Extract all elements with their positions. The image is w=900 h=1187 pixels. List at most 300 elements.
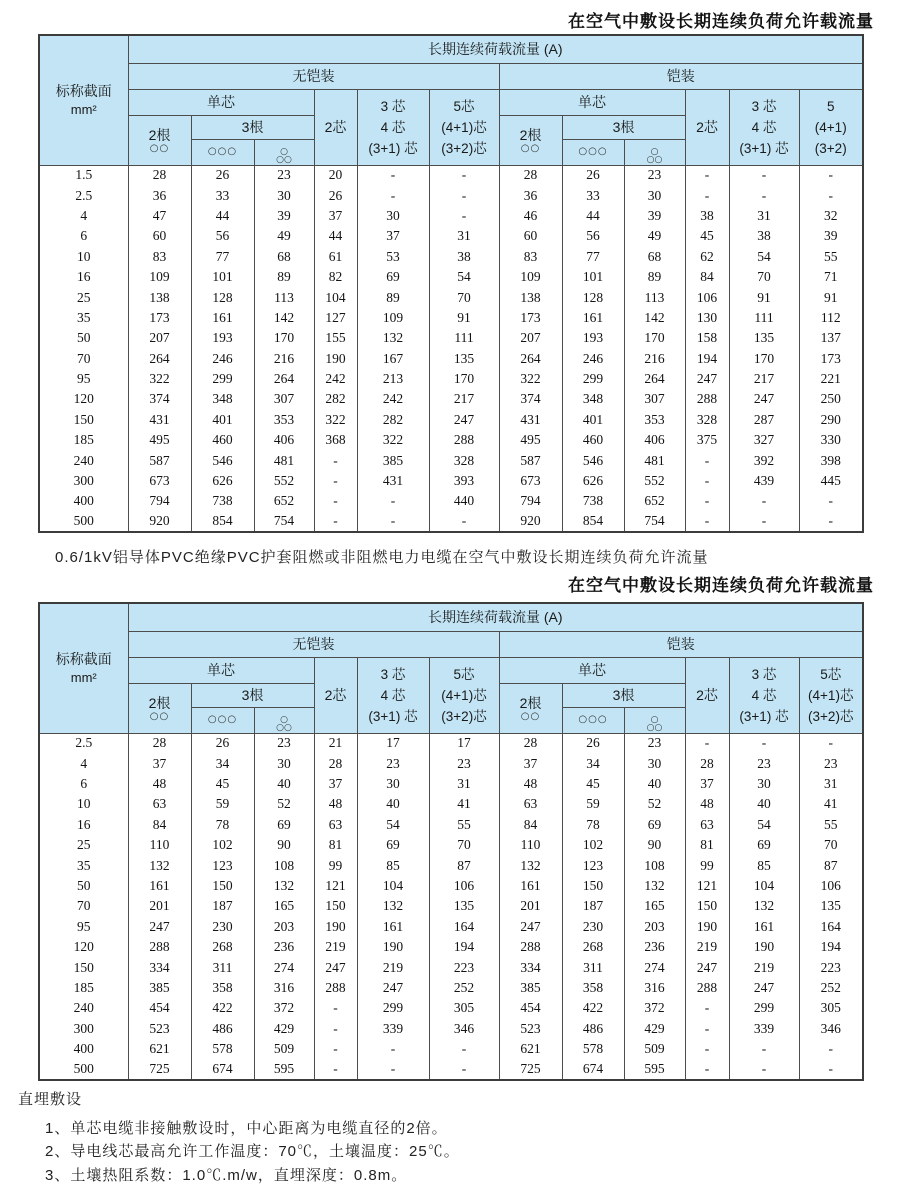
value-cell: 422 (191, 998, 254, 1018)
value-cell: 91 (429, 308, 499, 328)
value-cell: 288 (685, 389, 729, 409)
table-row (39, 247, 863, 267)
header-line: (3+2)芯 (808, 708, 854, 724)
table-row (39, 369, 863, 389)
value-cell: 28 (314, 753, 357, 773)
value-cell: 247 (729, 389, 799, 409)
value-cell: 23 (254, 165, 314, 185)
value-cell: 358 (191, 978, 254, 998)
value-cell: 89 (624, 267, 685, 287)
value-cell: 194 (799, 937, 863, 957)
value-cell: 299 (357, 998, 429, 1018)
corner-nominal-section (39, 603, 128, 733)
value-cell: 431 (499, 410, 562, 430)
value-cell: 78 (191, 815, 254, 835)
value-cell: 31 (429, 774, 499, 794)
value-cell: 30 (729, 774, 799, 794)
header-line: 4 芯 (751, 119, 777, 135)
value-cell: 130 (685, 308, 729, 328)
row-label-cell: 150 (39, 410, 128, 430)
value-cell: - (685, 185, 729, 205)
value-cell: 28 (128, 165, 191, 185)
value-cell: 28 (128, 733, 191, 753)
multi-core-345-header-armored (729, 89, 799, 165)
three-circles-row-icon: ○○○ (207, 146, 238, 157)
value-cell: 422 (562, 998, 624, 1018)
header-line: (4+1)芯 (441, 687, 487, 703)
header-line: 3 芯 (751, 98, 777, 114)
value-cell: 104 (314, 287, 357, 307)
row-label-cell: 120 (39, 937, 128, 957)
value-cell: 128 (562, 287, 624, 307)
three-circles-row-icon-cell (562, 139, 624, 165)
value-cell: - (429, 1059, 499, 1079)
value-cell: 46 (499, 206, 562, 226)
value-cell: 39 (624, 206, 685, 226)
value-cell: 322 (314, 410, 357, 430)
value-cell: 353 (254, 410, 314, 430)
value-cell: 495 (499, 430, 562, 450)
value-cell: 247 (499, 917, 562, 937)
value-cell: 725 (499, 1059, 562, 1079)
value-cell: 23 (799, 753, 863, 773)
value-cell: 595 (624, 1059, 685, 1079)
value-cell: 158 (685, 328, 729, 348)
header-line: 2根 (148, 694, 171, 711)
value-cell: 26 (191, 733, 254, 753)
two-circles-icon: ○○ (520, 142, 541, 154)
value-cell: 60 (499, 226, 562, 246)
value-cell: 282 (314, 389, 357, 409)
two-wires-header (128, 115, 191, 165)
value-cell: 299 (191, 369, 254, 389)
value-cell: 920 (128, 512, 191, 532)
armored-group-header: 铠装 (499, 631, 863, 657)
value-cell: 161 (729, 917, 799, 937)
header-line: (4+1)芯 (441, 119, 487, 135)
value-cell: 339 (729, 1019, 799, 1039)
value-cell: 48 (314, 794, 357, 814)
table-row (39, 328, 863, 348)
multi-core-345-header-armored (729, 657, 799, 733)
value-cell: - (314, 1059, 357, 1079)
value-cell: 203 (624, 917, 685, 937)
value-cell: 167 (357, 349, 429, 369)
value-cell: 63 (685, 815, 729, 835)
three-circles-row-icon-cell (562, 707, 624, 733)
value-cell: 282 (357, 410, 429, 430)
value-cell: 170 (254, 328, 314, 348)
value-cell: 109 (128, 267, 191, 287)
value-cell: 104 (357, 876, 429, 896)
row-label-cell: 35 (39, 855, 128, 875)
table-row (39, 896, 863, 916)
value-cell: 307 (624, 389, 685, 409)
value-cell: 626 (562, 471, 624, 491)
header-line: 4 芯 (751, 687, 777, 703)
table-row (39, 815, 863, 835)
value-cell: 460 (562, 430, 624, 450)
value-cell: 327 (729, 430, 799, 450)
two-core-header: 2芯 (314, 89, 357, 165)
value-cell: 90 (254, 835, 314, 855)
value-cell: - (799, 733, 863, 753)
load-current-title: 长期连续荷载流量 (A) (128, 35, 863, 63)
value-cell: 54 (357, 815, 429, 835)
header-line: (4+1) (814, 119, 847, 135)
note-item: 1、单芯电缆非接触敷设时，中心距离为电缆直径的2倍。 (45, 1119, 448, 1137)
three-wires-header: 3根 (191, 115, 314, 139)
header-line: (3+1) 芯 (368, 708, 418, 724)
row-label-cell: 120 (39, 389, 128, 409)
value-cell: 274 (624, 957, 685, 977)
value-cell: 89 (357, 287, 429, 307)
value-cell: 194 (429, 937, 499, 957)
value-cell: 626 (191, 471, 254, 491)
table-row (39, 957, 863, 977)
value-cell: - (685, 165, 729, 185)
header-line: (3+2)芯 (441, 140, 487, 156)
value-cell: 621 (128, 1039, 191, 1059)
value-cell: 398 (799, 450, 863, 470)
notes-section (18, 1088, 900, 1187)
value-cell: 523 (128, 1019, 191, 1039)
value-cell: 128 (191, 287, 254, 307)
value-cell: 41 (429, 794, 499, 814)
value-cell: 552 (624, 471, 685, 491)
header-line: 3 芯 (380, 98, 406, 114)
value-cell: 246 (191, 349, 254, 369)
value-cell: 106 (685, 287, 729, 307)
header-line: 5 (826, 98, 835, 114)
three-wires-header-armored: 3根 (562, 683, 685, 707)
value-cell: 481 (254, 450, 314, 470)
value-cell: 90 (624, 835, 685, 855)
header-line: 4 芯 (380, 687, 406, 703)
value-cell: 738 (191, 491, 254, 511)
multi-core-5-header-armored (799, 89, 863, 165)
three-circles-row-icon-cell (191, 707, 254, 733)
value-cell: 71 (799, 267, 863, 287)
row-label-cell: 4 (39, 753, 128, 773)
value-cell: 138 (499, 287, 562, 307)
value-cell: 445 (799, 471, 863, 491)
value-cell: 111 (729, 308, 799, 328)
note-item: 2、导电线芯最高允许工作温度：70℃，土壤温度：25℃。 (45, 1143, 460, 1161)
unarmored-group-header: 无铠装 (128, 63, 499, 89)
value-cell: 334 (128, 957, 191, 977)
value-cell: 33 (562, 185, 624, 205)
three-wires-header-armored: 3根 (562, 115, 685, 139)
value-cell: 49 (254, 226, 314, 246)
value-cell: 674 (562, 1059, 624, 1079)
value-cell: - (314, 1019, 357, 1039)
value-cell: 40 (624, 774, 685, 794)
trefoil-bottom: ○○ (646, 722, 663, 733)
value-cell: - (314, 450, 357, 470)
table-row (39, 410, 863, 430)
value-cell: 69 (624, 815, 685, 835)
value-cell: 102 (191, 835, 254, 855)
value-cell: 28 (499, 165, 562, 185)
value-cell: 339 (357, 1019, 429, 1039)
value-cell: 39 (799, 226, 863, 246)
value-cell: 101 (191, 267, 254, 287)
value-cell: 595 (254, 1059, 314, 1079)
value-cell: 37 (499, 753, 562, 773)
value-cell: 247 (357, 978, 429, 998)
table-row (39, 998, 863, 1018)
value-cell: 406 (624, 430, 685, 450)
value-cell: - (799, 491, 863, 511)
row-label-cell: 25 (39, 287, 128, 307)
row-label-cell: 500 (39, 512, 128, 532)
multi-core-5-header (429, 89, 499, 165)
three-circles-trefoil-icon-cell (254, 139, 314, 165)
value-cell: 288 (429, 430, 499, 450)
value-cell: 21 (314, 733, 357, 753)
value-cell: 109 (357, 308, 429, 328)
row-label-cell: 240 (39, 998, 128, 1018)
value-cell: - (429, 185, 499, 205)
value-cell: 82 (314, 267, 357, 287)
table-row (39, 733, 863, 753)
value-cell: 252 (799, 978, 863, 998)
value-cell: 247 (128, 917, 191, 937)
three-circles-trefoil-icon (646, 714, 663, 733)
table-row (39, 308, 863, 328)
table-row (39, 267, 863, 287)
value-cell: - (799, 512, 863, 532)
value-cell: 99 (685, 855, 729, 875)
value-cell: 673 (128, 471, 191, 491)
row-label-cell: 6 (39, 226, 128, 246)
value-cell: 99 (314, 855, 357, 875)
value-cell: - (729, 733, 799, 753)
value-cell: 406 (254, 430, 314, 450)
value-cell: 34 (562, 753, 624, 773)
value-cell: 87 (429, 855, 499, 875)
value-cell: 31 (799, 774, 863, 794)
value-cell: 121 (314, 876, 357, 896)
value-cell: 164 (429, 917, 499, 937)
value-cell: 201 (128, 896, 191, 916)
trefoil-top: ○ (280, 146, 288, 157)
value-cell: 481 (624, 450, 685, 470)
value-cell: 460 (191, 430, 254, 450)
value-cell: 552 (254, 471, 314, 491)
value-cell: 32 (799, 206, 863, 226)
value-cell: 62 (685, 247, 729, 267)
value-cell: 121 (685, 876, 729, 896)
value-cell: 85 (357, 855, 429, 875)
value-cell: 68 (624, 247, 685, 267)
value-cell: - (314, 1039, 357, 1059)
table-row (39, 287, 863, 307)
row-label-cell: 150 (39, 957, 128, 977)
corner-nominal-section (39, 35, 128, 165)
value-cell: 84 (128, 815, 191, 835)
value-cell: 236 (254, 937, 314, 957)
value-cell: 59 (562, 794, 624, 814)
three-circles-trefoil-icon (646, 146, 663, 165)
header-line: 5芯 (453, 666, 475, 682)
between-tables-caption: 0.6/1kV铝导体PVC绝缘PVC护套阻燃或非阻燃电力电缆在空气中敷设长期连续负荷允许流量 (55, 549, 709, 567)
three-circles-row-icon: ○○○ (207, 714, 238, 726)
row-label-cell: 16 (39, 267, 128, 287)
value-cell: 429 (254, 1019, 314, 1039)
value-cell: 311 (191, 957, 254, 977)
value-cell: 316 (254, 978, 314, 998)
value-cell: 316 (624, 978, 685, 998)
value-cell: 348 (191, 389, 254, 409)
multi-core-5-header-armored (799, 657, 863, 733)
table-row (39, 226, 863, 246)
value-cell: 374 (499, 389, 562, 409)
value-cell: 401 (191, 410, 254, 430)
value-cell: 39 (254, 206, 314, 226)
value-cell: 132 (499, 855, 562, 875)
value-cell: 48 (685, 794, 729, 814)
value-cell: 194 (685, 349, 729, 369)
value-cell: 264 (624, 369, 685, 389)
value-cell: 37 (314, 206, 357, 226)
value-cell: 287 (729, 410, 799, 430)
value-cell: 230 (562, 917, 624, 937)
header-line: (3+1) 芯 (739, 708, 789, 724)
single-core-header: 单芯 (128, 657, 314, 683)
value-cell: 30 (357, 774, 429, 794)
value-cell: 299 (729, 998, 799, 1018)
value-cell: 47 (128, 206, 191, 226)
value-cell: 106 (429, 876, 499, 896)
table-row (39, 165, 863, 185)
value-cell: 135 (729, 328, 799, 348)
three-circles-trefoil-icon (276, 146, 292, 165)
value-cell: 486 (191, 1019, 254, 1039)
value-cell: 142 (624, 308, 685, 328)
value-cell: 247 (729, 978, 799, 998)
value-cell: 673 (499, 471, 562, 491)
table-row (39, 1039, 863, 1059)
value-cell: 246 (562, 349, 624, 369)
value-cell: 26 (562, 733, 624, 753)
value-cell: 546 (562, 450, 624, 470)
trefoil-bottom: ○○ (276, 722, 292, 733)
value-cell: 123 (191, 855, 254, 875)
value-cell: 165 (254, 896, 314, 916)
row-label-cell: 4 (39, 206, 128, 226)
multi-core-345-header (357, 89, 429, 165)
value-cell: 102 (562, 835, 624, 855)
value-cell: 523 (499, 1019, 562, 1039)
value-cell: 37 (314, 774, 357, 794)
value-cell: 30 (254, 753, 314, 773)
value-cell: - (314, 471, 357, 491)
multi-core-345-header (357, 657, 429, 733)
corner-unit: mm² (70, 670, 97, 686)
value-cell: - (685, 450, 729, 470)
value-cell: 110 (128, 835, 191, 855)
value-cell: 150 (562, 876, 624, 896)
row-label-cell: 70 (39, 896, 128, 916)
value-cell: 348 (562, 389, 624, 409)
corner-label: 标称截面 (55, 83, 112, 100)
value-cell: 37 (685, 774, 729, 794)
value-cell: 104 (729, 876, 799, 896)
page-title-1: 在空气中敷设长期连续负荷允许载流量 (568, 12, 874, 31)
value-cell: 725 (128, 1059, 191, 1079)
value-cell: 431 (128, 410, 191, 430)
row-label-cell: 70 (39, 349, 128, 369)
value-cell: - (357, 1059, 429, 1079)
table-1-header (39, 35, 863, 165)
table-row (39, 978, 863, 998)
value-cell: 854 (191, 512, 254, 532)
value-cell: 109 (499, 267, 562, 287)
header-line: 3 芯 (751, 666, 777, 682)
value-cell: - (314, 512, 357, 532)
row-label-cell: 95 (39, 369, 128, 389)
note-item: 3、土壤热阻系数：1.0℃.m/w，直埋深度：0.8m。 (45, 1166, 408, 1184)
table-row (39, 1059, 863, 1079)
value-cell: - (685, 1059, 729, 1079)
value-cell: 587 (499, 450, 562, 470)
value-cell: 113 (624, 287, 685, 307)
table-row (39, 876, 863, 896)
row-label-cell: 400 (39, 1039, 128, 1059)
value-cell: 31 (429, 226, 499, 246)
value-cell: - (729, 185, 799, 205)
table-row (39, 206, 863, 226)
value-cell: 53 (357, 247, 429, 267)
value-cell: 26 (562, 165, 624, 185)
value-cell: 70 (729, 267, 799, 287)
value-cell: - (429, 165, 499, 185)
table-row (39, 917, 863, 937)
value-cell: 578 (191, 1039, 254, 1059)
value-cell: 161 (191, 308, 254, 328)
value-cell: 30 (624, 185, 685, 205)
value-cell: 187 (562, 896, 624, 916)
value-cell: 353 (624, 410, 685, 430)
value-cell: 77 (191, 247, 254, 267)
value-cell: 334 (499, 957, 562, 977)
value-cell: 17 (357, 733, 429, 753)
header-line: 2根 (519, 126, 542, 143)
value-cell: 429 (624, 1019, 685, 1039)
row-label-cell: 400 (39, 491, 128, 511)
value-cell: - (314, 491, 357, 511)
value-cell: 63 (314, 815, 357, 835)
multi-core-5-header (429, 657, 499, 733)
value-cell: 431 (357, 471, 429, 491)
value-cell: 264 (254, 369, 314, 389)
row-label-cell: 95 (39, 917, 128, 937)
value-cell: 164 (799, 917, 863, 937)
value-cell: - (799, 185, 863, 205)
value-cell: 132 (624, 876, 685, 896)
value-cell: - (685, 491, 729, 511)
value-cell: 268 (191, 937, 254, 957)
value-cell: 30 (357, 206, 429, 226)
value-cell: 242 (314, 369, 357, 389)
header-line: 2根 (148, 126, 171, 143)
value-cell: 37 (357, 226, 429, 246)
value-cell: 111 (429, 328, 499, 348)
value-cell: 48 (128, 774, 191, 794)
value-cell: 794 (128, 491, 191, 511)
